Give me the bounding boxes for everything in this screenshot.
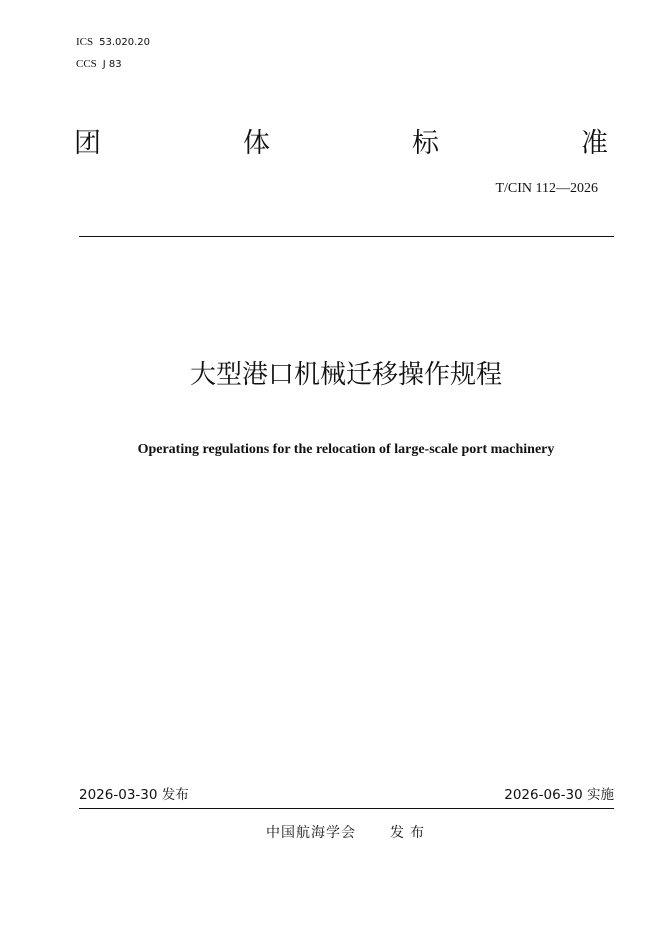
issue-date: 2026-03-30 发布 bbox=[79, 787, 189, 803]
standard-number: T/CIN 112—2026 bbox=[495, 181, 598, 196]
standard-type-char: 团 bbox=[74, 128, 101, 159]
issuer-line bbox=[266, 824, 430, 842]
standard-type-char: 标 bbox=[412, 128, 439, 159]
ics-value: 53.020.20 bbox=[99, 37, 151, 48]
ccs-label: CCS bbox=[76, 58, 97, 70]
top-divider bbox=[79, 236, 614, 237]
issuer-verb: 发布 bbox=[390, 825, 430, 841]
issuer-organization: 中国航海学会 bbox=[266, 825, 356, 841]
implementation-date: 2026-06-30 实施 bbox=[504, 787, 614, 803]
ics-label: ICS bbox=[76, 36, 94, 48]
bottom-divider bbox=[79, 808, 614, 809]
standard-type-heading bbox=[74, 128, 608, 160]
ics-code-row bbox=[76, 36, 150, 49]
ccs-value: J 83 bbox=[102, 59, 122, 70]
ccs-code-row bbox=[76, 58, 122, 71]
title-chinese: 大型港口机械迁移操作规程 bbox=[189, 360, 502, 390]
standard-type-char: 体 bbox=[243, 128, 270, 159]
standard-type-char: 准 bbox=[581, 128, 608, 159]
title-english: Operating regulations for the relocation of large-scale port machinery bbox=[137, 442, 555, 457]
